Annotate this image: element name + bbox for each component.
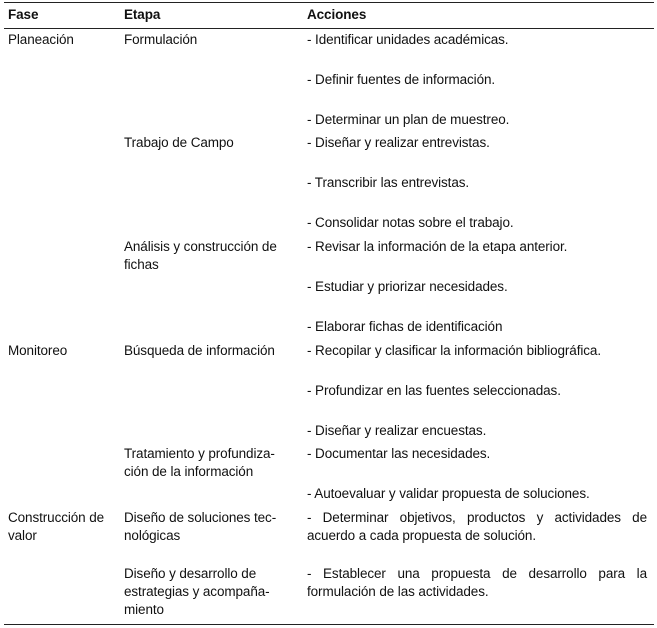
action-item: - Diseñar y realizar entrevistas. <box>307 135 490 150</box>
stage-trabajo-de-campo: Trabajo de Campo <box>124 135 234 150</box>
action-item: - Identificar unidades académicas. <box>307 32 509 47</box>
action-item: - Consolidar notas sobre el trabajo. <box>307 215 514 230</box>
action-item: - Elaborar fichas de identificación <box>307 319 503 334</box>
action-item: - Autoevaluar y validar propuesta de soluciones. <box>307 486 590 501</box>
header-etapa: Etapa <box>124 7 161 22</box>
action-item: - Definir fuentes de información. <box>307 72 496 87</box>
header-acciones: Acciones <box>307 7 367 22</box>
header-rule <box>4 28 654 29</box>
bottom-rule <box>4 624 654 625</box>
action-item: - Determinar un plan de muestreo. <box>307 112 510 127</box>
stage-busqueda-de-informacion: Búsqueda de información <box>124 343 275 358</box>
action-item: - Estudiar y priorizar necesidades. <box>307 279 508 294</box>
action-item: - Transcribir las entrevistas. <box>307 175 470 190</box>
action-item: - Recopilar y clasificar la información bibliográfica. <box>307 343 601 358</box>
phase-planeacion: Planeación <box>8 32 74 47</box>
stage-tratamiento-y-profundizacion: Tratamiento y profundiza-ción de la información <box>124 446 275 479</box>
action-item: - Diseñar y realizar encuestas. <box>307 423 487 438</box>
phase-construccion-de-valor: Construcción de valor <box>8 510 105 543</box>
action-item: - Revisar la información de la etapa anterior. <box>307 239 568 254</box>
stage-diseno-de-soluciones: Diseño de soluciones tec-nológicas <box>124 510 277 543</box>
action-item: - Profundizar en las fuentes seleccionadas. <box>307 383 561 398</box>
stage-analisis-y-construccion: Análisis y construcción de fichas <box>124 239 277 272</box>
stage-diseno-y-desarrollo: Diseño y desarrollo de estrategias y acompaña-miento <box>124 566 270 617</box>
top-rule <box>4 2 654 3</box>
action-item: - Documentar las necesidades. <box>307 446 491 461</box>
action-item: - Establecer una propuesta de desarrollo para la formulación de las actividades. <box>307 566 647 599</box>
action-item: - Determinar objetivos, productos y actividades de acuerdo a cada propuesta de solución. <box>307 510 647 543</box>
stage-formulacion: Formulación <box>124 32 198 47</box>
header-fase: Fase <box>8 7 39 22</box>
phase-monitoreo: Monitoreo <box>8 343 68 358</box>
